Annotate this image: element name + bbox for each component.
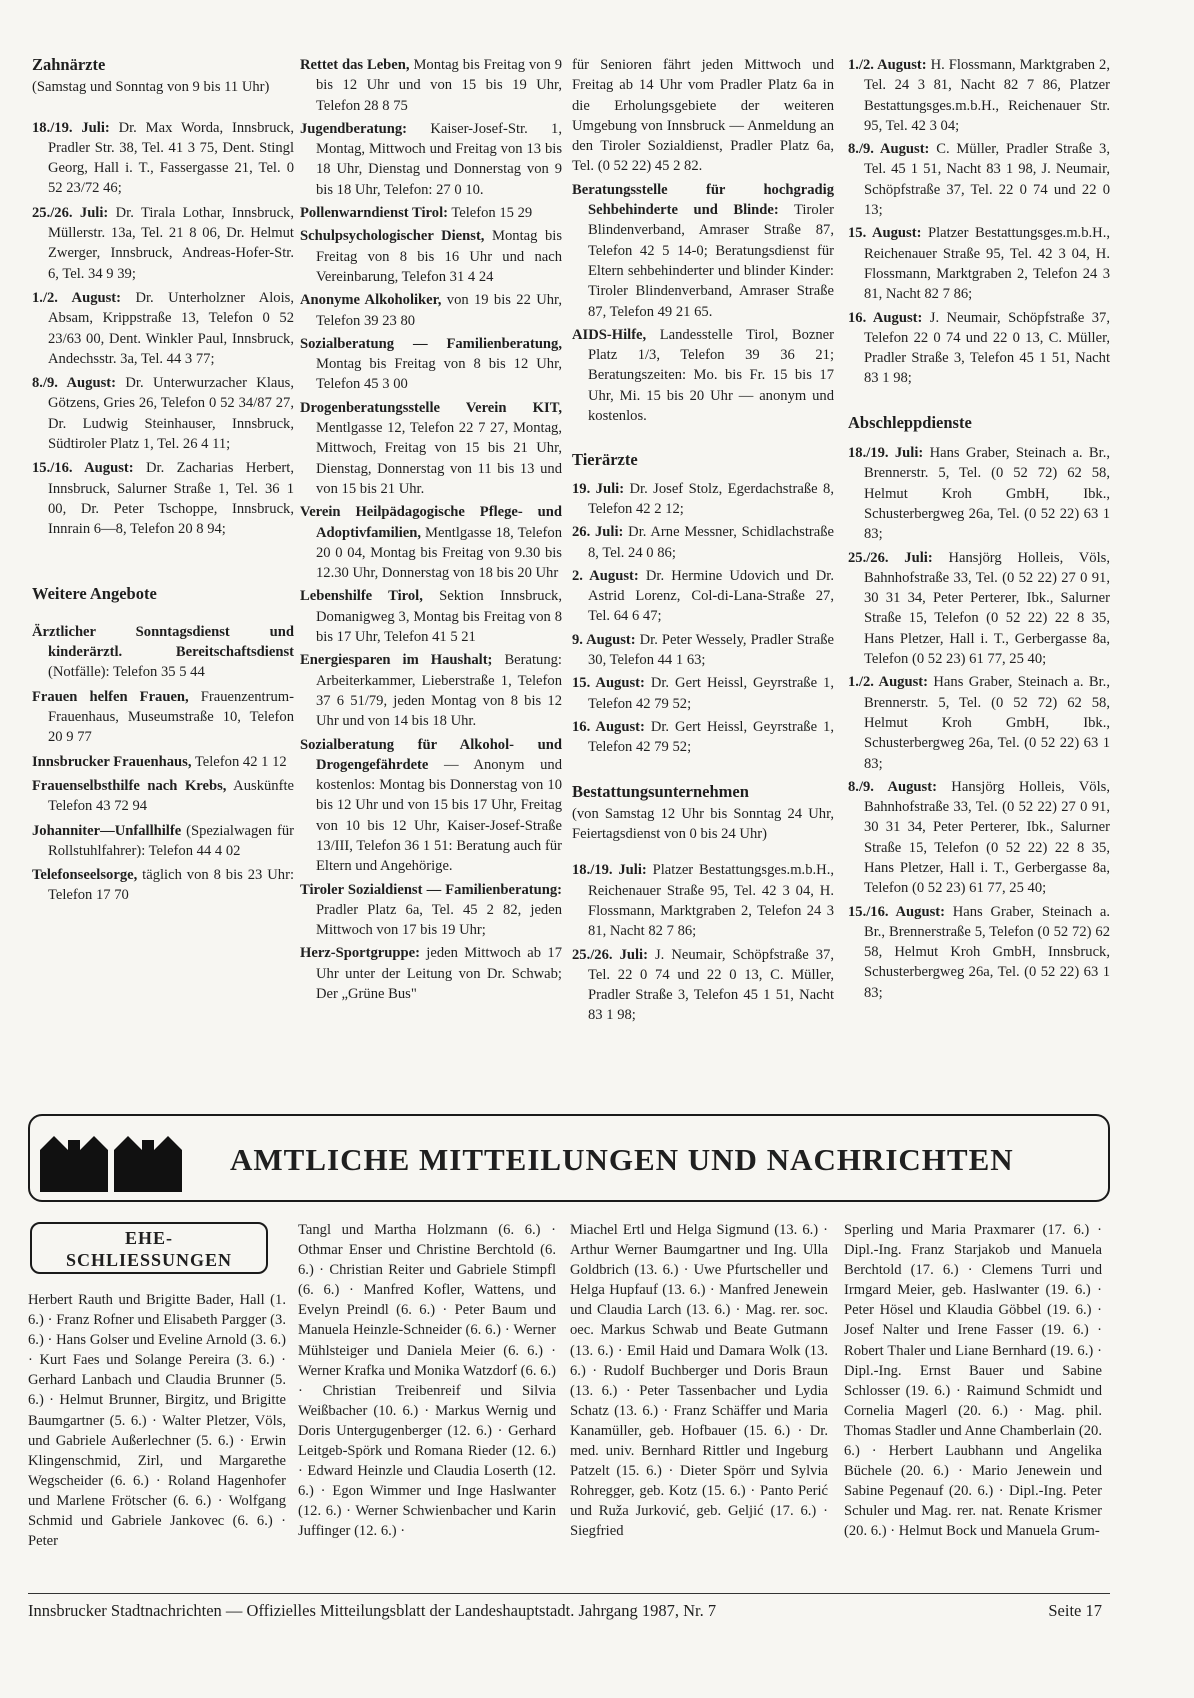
footer-rule (28, 1593, 1110, 1594)
service-entry: AIDS-Hilfe, Landesstelle Tirol, Bozner Platz 1/3, Telefon 39 36 21; Beratungszeiten: Mo. bis Fr. 15 bis 17 Uhr, Mi. 15 bis 20 Uhr — anonym und kostenlos. (572, 326, 834, 425)
dentist-entry: 25./26. Juli: Dr. Tirala Lothar, Innsbruck, Müllerstr. 13a, Tel. 21 8 06, Dr. Helmut Zwerger, Innsbruck, Andreas-Hofer-Str. 6, Tel. 34 9 39; (32, 204, 294, 282)
vet-entry: 2. August: Dr. Hermine Udovich und Dr. Astrid Lorenz, Col-di-Lana-Straße 27, Tel. 64 6 47; (572, 567, 834, 625)
service-entry: Lebenshilfe Tirol, Sektion Innsbruck, Domanigweg 3, Montag bis Freitag von 8 bis 17 Uhr, Telefon 41 5 21 (300, 588, 562, 646)
offer-entry: Frauenselbsthilfe nach Krebs, Auskünfte Telefon 43 72 94 (32, 777, 294, 815)
footer (28, 1601, 1110, 1621)
heading-abschleppdienste: Abschleppdienste (848, 412, 972, 432)
service-entry: Schulpsychologischer Dienst, Montag bis Freitag von 8 bis 16 Uhr und nach Vereinbarung, Telefon 31 4 24 (300, 228, 562, 285)
vet-entry: 16. August: Dr. Gert Heissl, Geyrstraße 1, Telefon 42 79 52; (572, 718, 834, 756)
funeral-entry: 8./9. August: C. Müller, Pradler Straße 3, Tel. 45 1 51, Nacht 83 1 98, J. Neumair, Schöpfstraße 37, Tel. 22 0 74 und 22 0 13; (848, 141, 1110, 219)
offer-entry: Frauen helfen Frauen, Frauenzentrum-Frauenhaus, Museumstraße 10, Telefon 20 9 77 (32, 688, 294, 746)
marriages-column: Sperling und Maria Praxmarer (17. 6.) · Dipl.-Ing. Franz Starjakob und Manuela Berchtold (17. 6.) · Clemens Turri und Irmgard Meier, geb. Haslwanter (19. 6.) · Peter Hösel und Klaudia Göbbel (19. 6.) · Josef Nalter und Irene Fasser (19. 6.) · Robert Thaler und Liane Bernhard (19. 6.) · Dipl.-Ing. Ernst Bauer und Sabine Schlosser (19. 6.) · Raimund Schmidt und Cornelia Magerl (20. 6.) · Mag. phil. Thomas Stadler und Anne Chamberlain (20. 6.) · Herbert Laubhann und Angelika Büchele (20. 6.) · Mario Jenewein und Sabine Pegenauf (20. 6.) · Dipl.-Ing. Peter Schuler und Mag. rer. nat. Renate Krismer (20. 6.) · Helmut Bock und Manuela Grum- (844, 1222, 1102, 1540)
service-entry: Drogenberatungsstelle Verein KIT, Mentlgasse 12, Telefon 22 7 27, Montag, Mittwoch, Freitag von 15 bis 21 Uhr, Dienstag, Donnerstag von 11 bis 13 und von 15 bis 21 Uhr. (300, 399, 562, 497)
gruener-bus-text: für Senioren fährt jeden Mittwoch und Freitag ab 14 Uhr vom Pradler Platz 6a in die Erholungsgebiete der weiteren Umgebung von Innsbruck — Anmeldung an den Tiroler Sozialdienst, Pradler Platz 6a, Tel. (0 52 22) 45 2 82. (572, 57, 834, 175)
vet-entry: 9. August: Dr. Peter Wessely, Pradler Straße 30, Telefon 44 1 63; (572, 631, 834, 669)
service-entry: Rettet das Leben, Montag bis Freitag von 9 bis 12 Uhr und von 15 bis 19 Uhr, Telefon 28 8 75 (300, 57, 562, 114)
service-entry: Sozialberatung — Familienberatung, Montag bis Freitag von 8 bis 12 Uhr, Telefon 45 3 00 (300, 335, 562, 393)
ehe-heading-box (30, 1222, 268, 1274)
column-tieraerzte (572, 55, 834, 1029)
service-entry: Pollenwarndienst Tirol: Telefon 15 29 (300, 205, 533, 222)
marriages-column: Miachel Ertl und Helga Sigmund (13. 6.) · Arthur Werner Baumgartner und Ing. Ulla Goldbrich (13. 6.) · Uwe Pfurtscheller und Helga Hupfauf (13. 6.) · Manfred Jenewein und Claudia Larch (13. 6.) · Mag. rer. soc. oec. Markus Schwab und Beate Gutmann (13. 6.) · Emil Haid und Damara Wolk (13. 6.) · Rudolf Buchberger und Doris Braun (13. 6.) · Peter Tassenbacher und Lydia Schatz (13. 6.) · Franz Schäffer und Maria Kanamüller, geb. Hofbauer (15. 6.) · Dr. med. univ. Bernhard Rittler und Ingeburg Patzelt (15. 6.) · Dieter Spörr und Sylvia Rohregger, geb. Kotz (15. 6.) · Panto Perić und Ruža Jurković, geb. Geljić (17. 6.) · Siegfried (570, 1222, 828, 1540)
offer-entry: Johanniter—Unfallhilfe (Spezialwagen für Rollstuhlfahrer): Telefon 44 4 02 (32, 822, 294, 859)
service-entry: Jugendberatung: Kaiser-Josef-Str. 1, Montag, Mittwoch und Freitag von 13 bis 18 Uhr, Dienstag und Donnerstag von 9 bis 18 Uhr, Telefon: 27 0 10. (300, 120, 562, 198)
service-entry: Beratungsstelle für hochgradig Sehbehinderte und Blinde: Tiroler Blindenverband, Amraser Straße 87, Telefon 42 5 14-0; Beratungsdienst für Eltern sehbehinderter und blinder Kinder: Tiroler Blindenverband, Amraser Straße 87, Telefon 49 21 65. (572, 181, 835, 320)
service-entry: Tiroler Sozialdienst — Familienberatung: Pradler Platz 6a, Tel. 45 2 82, jeden Mittwoch von 17 bis 19 Uhr; (300, 881, 562, 939)
heading-tieraerzte: Tierärzte (572, 450, 638, 470)
marriages-column: Tangl und Martha Holzmann (6. 6.) · Othmar Enser und Christine Berchtold (6. 6.) · Christian Reiter und Gabriele Stimpfl (6. 6.) · Manfred Kofler, Wattens, und Evelyn Preindl (6. 6.) · Peter Baum und Manuela Heinzle-Schneider (6. 6.) · Werner Mühlsteiger und Daniela Meier (6. 6.) · Werner Krafka und Monika Watzdorf (6. 6.) · Christian Treibenreif und Silvia Weißbacher (10. 6.) · Markus Wernig und Doris Untergugenberger (12. 6.) · Gerhard Leitgeb-Spörk und Romana Rieder (12. 6.) · Edward Heinzle und Claudia Loserth (12. 6.) · Egon Wimmer und Inge Haslwanter (12. 6.) · Werner Schwienbacher und Karin Juffinger (12. 6.) · (298, 1222, 556, 1540)
funeral-entry: 25./26. Juli: J. Neumair, Schöpfstraße 37, Tel. 22 0 74 und 22 0 13, C. Müller, Pradler Straße 3, Telefon 45 1 51, Nacht 83 1 98; (572, 946, 834, 1024)
section-banner (28, 1114, 1110, 1202)
houses-icon (36, 1122, 206, 1194)
towing-entry: 8./9. August: Hansjörg Holleis, Völs, Bahnhofstraße 33, Tel. (0 52 22) 27 0 91, 30 31 34, Peter Perterer, Ibk., Salurner Straße 15, Telefon (0 52 22) 22 8 35, Hans Pletzer, Hall i. T., Gerbergasse 8a, Telefon (0 52 23) 61 77, 25 40; (848, 778, 1110, 897)
dentist-entry: 1./2. August: Dr. Unterholzner Alois, Absam, Krippstraße 13, Telefon 0 52 23/63 00, Dent. Winkler Paul, Innsbruck, Andechsstr. 3a, Tel. 44 3 77; (32, 289, 294, 367)
ehe-heading-line2: SCHLIESSUNGEN (65, 1250, 233, 1270)
dentist-entry: 8./9. August: Dr. Unterwurzacher Klaus, Götzens, Gries 26, Telefon 0 52 34/87 27, Dr. Ludwig Steinhauser, Innsbruck, Südtiroler Platz 1, Tel. 26 4 11; (32, 375, 295, 453)
heading-weitere-angebote: Weitere Angebote (32, 583, 157, 603)
offer-entry: Innsbrucker Frauenhaus, Telefon 42 1 12 (32, 753, 287, 770)
column-services (300, 55, 562, 1007)
ehe-heading-line1: EHE- (124, 1228, 173, 1248)
banner-title: AMTLICHE MITTEILUNGEN UND NACHRICHTEN (230, 1142, 1014, 1177)
towing-entry: 25./26. Juli: Hansjörg Holleis, Völs, Bahnhofstraße 33, Tel. (0 52 22) 27 0 91, 30 31 34, Peter Perterer, Ibk., Salurner Straße 15, Telefon (0 52 22) 22 8 35, Hans Pletzer, Hall i. T., Gerbergasse 8a, Telefon (0 52 23) 61 77, 25 40; (848, 549, 1110, 668)
dentist-entry: 15./16. August: Dr. Zacharias Herbert, Innsbruck, Salurner Straße 1, Tel. 36 1 00, Dr. Peter Tschoppe, Innsbruck, Innrain 6—8, Telefon 20 8 94; (32, 460, 294, 538)
offer-entry: Ärztlicher Sonntagsdienst und kinderärztl. Bereitschaftsdienst (Notfälle): Telefon 35 5 44 (32, 623, 294, 681)
heading-zahnaerzte: Zahnärzte (32, 55, 106, 74)
towing-entry: 1./2. August: Hans Graber, Steinach a. Br., Brennerstr. 5, Tel. (0 52 72) 62 58, Helmut Kroh GmbH, Ibk., Schusterbergweg 26a, Tel. (0 52 22) 63 1 83; (848, 674, 1110, 772)
bestattung-subtitle: (von Samstag 12 Uhr bis Sonntag 24 Uhr, Feiertagsdienst von 0 bis 24 Uhr) (572, 805, 834, 843)
funeral-entry: 16. August: J. Neumair, Schöpfstraße 37, Telefon 22 0 74 und 22 0 13, C. Müller, Pradler Straße 3, Telefon 45 1 51, Nacht 83 1 98; (848, 309, 1110, 387)
vet-entry: 26. Juli: Dr. Arne Messner, Schidlachstraße 8, Tel. 24 0 86; (572, 524, 835, 561)
heading-bestattung: Bestattungsunternehmen (572, 781, 749, 801)
service-entry: Sozialberatung für Alkohol- und Drogengefährdete — Anonym und kostenlos: Montag bis Donnerstag von 10 bis 12 Uhr und von 15 bis 17 Uhr, Freitag von 10 bis 12 Uhr, Kaiser-Josef-Straße 13/III, Telefon 36 1 51: Beratung auch für Eltern und Angehörige. (300, 736, 562, 875)
marriages-column: Herbert Rauth und Brigitte Bader, Hall (1. 6.) · Franz Rofner und Elisabeth Pargger (3. 6.) · Hans Golser und Eveline Arnold (3. 6.) · Kurt Faes und Solange Pereira (3. 6.) · Gerhard Lanbach und Claudia Brunner (5. 6.) · Helmut Brunner, Birgitz, und Brigitte Baumgartner (5. 6.) · Walter Pletzer, Völs, und Gabriele Außerlechner (5. 6.) · Erwin Klingenschmid, Zirl, und Margarethe Wegscheider (6. 6.) · Roland Hagenhofer und Marlene Frötscher (6. 6.) · Wolfgang Schmid und Gabriele Jankovec (6. 6.) · Peter (28, 1292, 286, 1550)
service-entry: Herz-Sportgruppe: jeden Mittwoch ab 17 Uhr unter der Leitung von Dr. Schwab; Der „Grüne Bus" (300, 945, 562, 1003)
column-abschlepp (848, 55, 1110, 1006)
towing-entry: 18./19. Juli: Hans Graber, Steinach a. Br., Brennerstr. 5, Tel. (0 52 72) 62 58, Helmut Kroh GmbH, Ibk., Schusterbergweg 26a, Tel. (0 52 22) 63 1 83; (848, 445, 1110, 543)
offer-entry: Telefonseelsorge, täglich von 8 bis 23 Uhr: Telefon 17 70 (32, 867, 294, 904)
funeral-entry: 15. August: Platzer Bestattungsges.m.b.H., Reichenauer Straße 95, Tel. 42 3 04, H. Flossmann, Marktgraben 2, Telefon 24 3 81, Nacht 82 7 86; (848, 225, 1110, 303)
service-entry: Energiesparen im Haushalt; Beratung: Arbeiterkammer, Lieberstraße 1, Telefon 37 6 51/79, jeden Montag von 8 bis 12 Uhr und von 14 bis 18 Uhr. (300, 652, 562, 730)
service-entry: Anonyme Alkoholiker, von 19 bis 22 Uhr, Telefon 39 23 80 (300, 292, 562, 329)
towing-entry: 15./16. August: Hans Graber, Steinach a. Br., Brennerstraße 5, Telefon (0 52 72) 62 58, Helmut Kroh GmbH, Innsbruck, Schusterbergweg 26a, Tel. (0 52 22) 63 1 83; (848, 903, 1110, 1001)
zahnaerzte-subtitle: (Samstag und Sonntag von 9 bis 11 Uhr) (32, 79, 270, 96)
column-zahnaerzte (32, 55, 294, 910)
vet-entry: 19. Juli: Dr. Josef Stolz, Egerdachstraße 8, Telefon 42 2 12; (572, 480, 834, 517)
vet-entry: 15. August: Dr. Gert Heissl, Geyrstraße 1, Telefon 42 79 52; (572, 675, 834, 712)
page-number: Seite 17 (1048, 1601, 1102, 1620)
funeral-entry: 1./2. August: H. Flossmann, Marktgraben 2, Tel. 24 3 81, Nacht 82 7 86, Platzer Bestattungsges.m.b.H., Reichenauer Str. 95, Tel. 42 3 04; (848, 57, 1110, 134)
dentist-entry: 18./19. Juli: Dr. Max Worda, Innsbruck, Pradler Str. 38, Tel. 41 3 75, Dent. Stingl Georg, Hall i. T., Fassergasse 21, Tel. 0 52 23/72 46; (32, 119, 294, 197)
funeral-entry: 18./19. Juli: Platzer Bestattungsges.m.b.H., Reichenauer Straße 95, Tel. 42 3 04, H. Flossmann, Marktgraben 2, Telefon 24 3 81, Nacht 82 7 86; (572, 862, 834, 940)
footer-publication: Innsbrucker Stadtnachrichten — Offizielles Mitteilungsblatt der Landeshauptstadt. Jahrgang 1987, Nr. 7 (28, 1601, 717, 1620)
service-entry: Verein Heilpädagogische Pflege- und Adoptivfamilien, Mentlgasse 18, Telefon 20 0 04, Montag bis Freitag von 9.30 bis 12.30 Uhr, Donnerstag von 18 bis 20 Uhr (300, 504, 562, 582)
